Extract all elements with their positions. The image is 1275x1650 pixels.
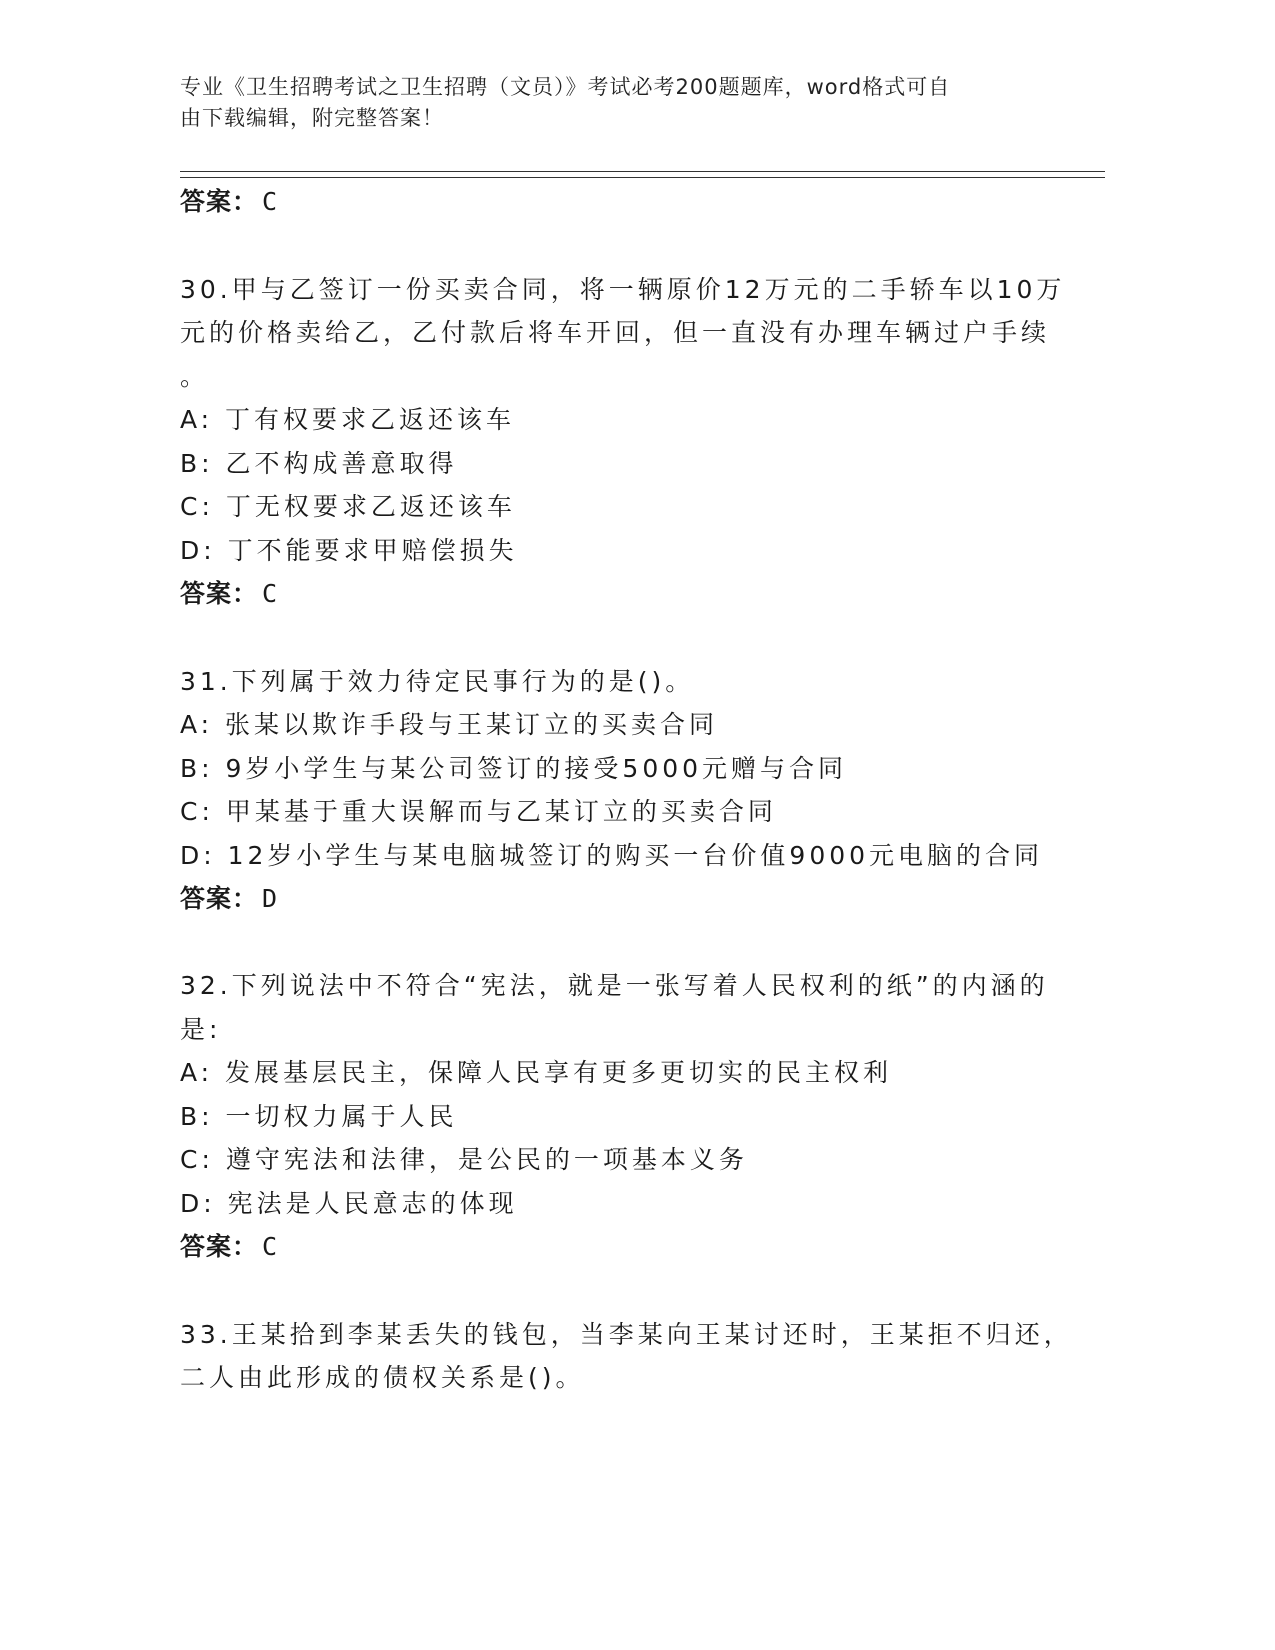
- answer-label: 答案：: [180, 579, 259, 608]
- header-line-1: 专业《卫生招聘考试之卫生招聘（文员）》考试必考200题题库，word格式可自: [180, 75, 951, 99]
- question-33-line-1: 33.王某拾到李某丢失的钱包，当李某向王某讨还时，王某拒不归还，: [180, 1320, 1073, 1349]
- question-30-option-d: D: 丁不能要求甲赔偿损失: [180, 536, 518, 565]
- question-32-option-c: C: 遵守宪法和法律，是公民的一项基本义务: [180, 1145, 748, 1174]
- question-32-option-a: A: 发展基层民主，保障人民享有更多更切实的民主权利: [180, 1058, 893, 1087]
- answer-label: 答案：: [180, 884, 259, 913]
- answer-label: 答案：: [180, 1232, 259, 1261]
- answer-value: D: [262, 884, 279, 913]
- answer-value: C: [262, 579, 279, 608]
- question-33-line-2: 二人由此形成的债权关系是()。: [180, 1363, 585, 1392]
- question-30-option-b: B: 乙不构成善意取得: [180, 449, 458, 478]
- question-32-option-b: B: 一切权力属于人民: [180, 1102, 458, 1131]
- header-rule-bottom: [180, 177, 1105, 178]
- question-31-option-d: D: 12岁小学生与某电脑城签订的购买一台价值9000元电脑的合同: [180, 841, 1044, 870]
- question-30-line-1: 30.甲与乙签订一份买卖合同，将一辆原价12万元的二手轿车以10万: [180, 275, 1066, 304]
- question-32-option-d: D: 宪法是人民意志的体现: [180, 1189, 518, 1218]
- question-30-option-a: A: 丁有权要求乙返还该车: [180, 405, 516, 434]
- question-32-line-2: 是:: [180, 1015, 222, 1044]
- question-31-option-c: C: 甲某基于重大误解而与乙某订立的买卖合同: [180, 797, 777, 826]
- answer-value: C: [262, 187, 279, 216]
- question-31-line-1: 31.下列属于效力待定民事行为的是()。: [180, 667, 695, 696]
- answer-value: C: [262, 1232, 279, 1261]
- question-30-answer: [180, 579, 278, 609]
- question-31-answer: [180, 884, 278, 914]
- question-32-line-1: 32.下列说法中不符合“宪法，就是一张写着人民权利的纸”的内涵的: [180, 971, 1049, 1000]
- question-30-line-3: 。: [180, 362, 210, 391]
- prev-answer: [180, 187, 278, 217]
- question-31-option-b: B: 9岁小学生与某公司签订的接受5000元赠与合同: [180, 754, 848, 783]
- question-30-option-c: C: 丁无权要求乙返还该车: [180, 492, 516, 521]
- header-line-2: 由下载编辑，附完整答案！: [180, 106, 444, 130]
- question-30-line-2: 元的价格卖给乙，乙付款后将车开回，但一直没有办理车辆过户手续: [180, 318, 1051, 347]
- header-rule-top: [180, 171, 1105, 172]
- answer-label: 答案：: [180, 187, 259, 216]
- question-32-answer: [180, 1232, 278, 1262]
- question-31-option-a: A: 张某以欺诈手段与王某订立的买卖合同: [180, 710, 719, 739]
- document-header: [180, 72, 1040, 134]
